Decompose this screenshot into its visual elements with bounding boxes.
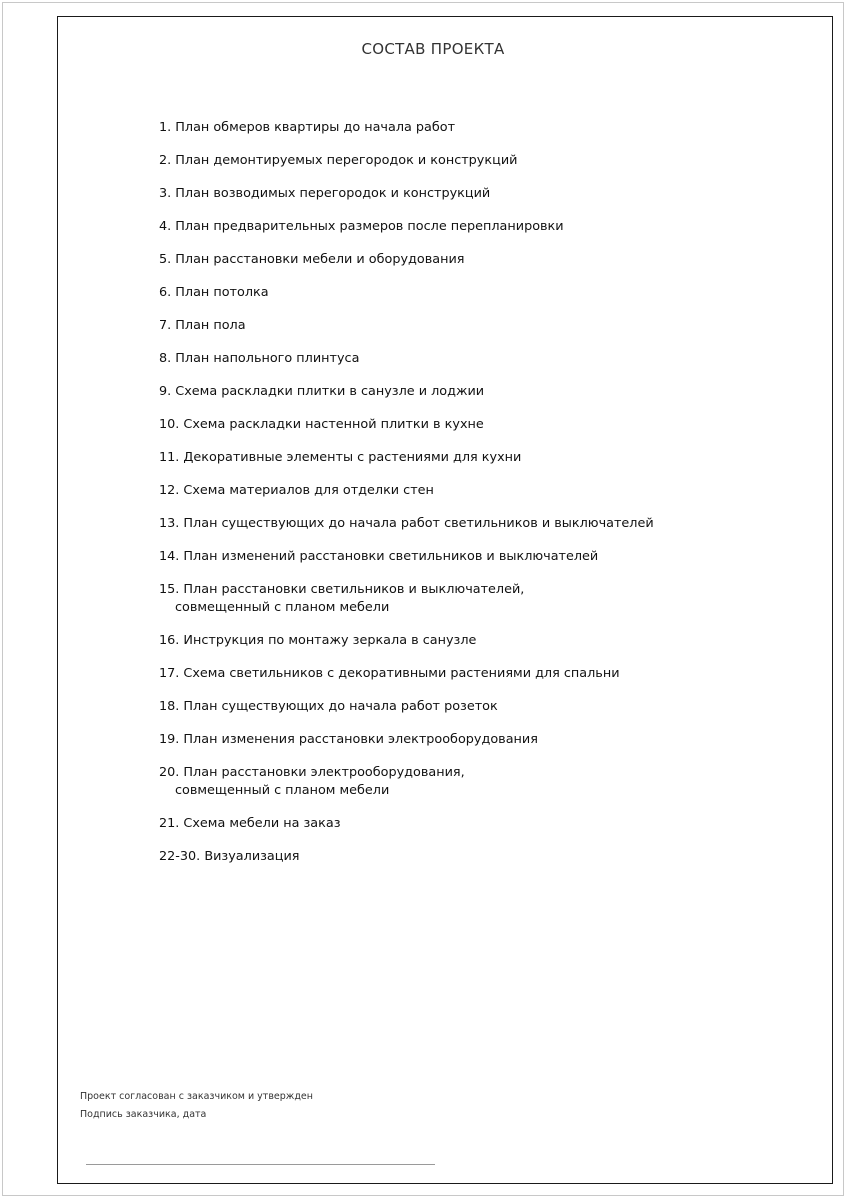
approval-block xyxy=(80,1090,313,1126)
list-item: 21. Схема мебели на заказ xyxy=(159,816,341,831)
list-item: 12. Схема материалов для отделки стен xyxy=(159,483,434,498)
list-item: 6. План потолка xyxy=(159,285,269,300)
list-item: 20. План расстановки электрооборудования, совмещенный с планом мебели xyxy=(159,765,465,798)
list-item: 4. План предварительных размеров после перепланировки xyxy=(159,219,564,234)
list-item: 19. План изменения расстановки электрооборудования xyxy=(159,732,538,747)
list-item: 10. Схема раскладки настенной плитки в кухне xyxy=(159,417,484,432)
list-item: 8. План напольного плинтуса xyxy=(159,351,360,366)
contents-list xyxy=(159,119,819,881)
list-item: 17. Схема светильников с декоративными растениями для спальни xyxy=(159,666,620,681)
list-item: 16. Инструкция по монтажу зеркала в санузле xyxy=(159,633,477,648)
list-item: 3. План возводимых перегородок и конструкций xyxy=(159,186,491,201)
list-item: 7. План пола xyxy=(159,318,246,333)
list-item: 14. План изменений расстановки светильников и выключателей xyxy=(159,549,599,564)
page-title: СОСТАВ ПРОЕКТА xyxy=(361,40,505,58)
signature-line xyxy=(86,1164,435,1165)
approval-signature-label: Подпись заказчика, дата xyxy=(80,1109,207,1120)
list-item: 18. План существующих до начала работ розеток xyxy=(159,699,498,714)
list-item: 15. План расстановки светильников и выключателей, совмещенный с планом мебели xyxy=(159,582,525,615)
list-item: 22-30. Визуализация xyxy=(159,849,300,864)
list-item: 13. План существующих до начала работ светильников и выключателей xyxy=(159,516,654,531)
approval-agreed-text: Проект согласован с заказчиком и утвержден xyxy=(80,1091,313,1102)
list-item: 1. План обмеров квартиры до начала работ xyxy=(159,120,456,135)
list-item: 2. План демонтируемых перегородок и конструкций xyxy=(159,153,518,168)
list-item: 9. Схема раскладки плитки в санузле и лоджии xyxy=(159,384,485,399)
list-item: 5. План расстановки мебели и оборудования xyxy=(159,252,465,267)
list-item: 11. Декоративные элементы с растениями для кухни xyxy=(159,450,522,465)
